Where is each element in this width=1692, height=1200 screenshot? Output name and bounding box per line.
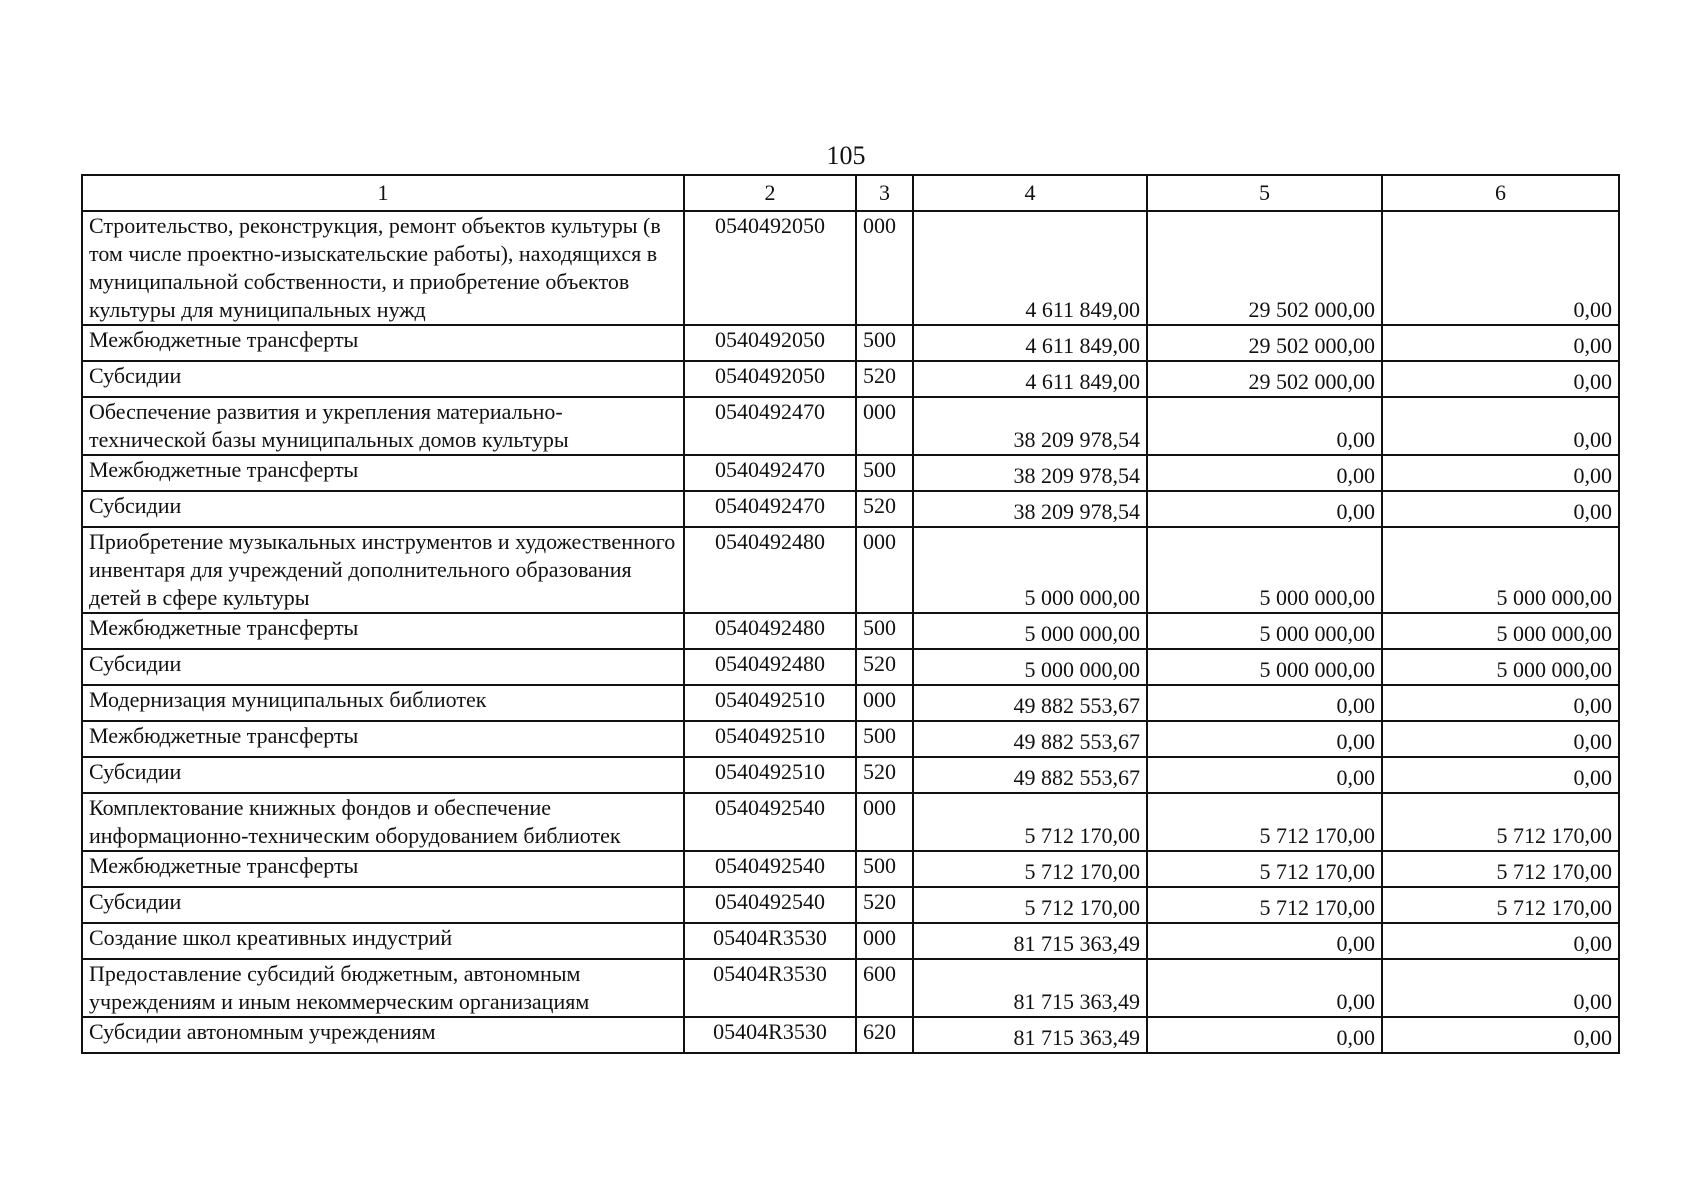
table-row bbox=[82, 887, 1619, 923]
table-row bbox=[82, 211, 1619, 325]
row-value-4: 5 000 000,00 bbox=[913, 613, 1147, 649]
row-type: 520 bbox=[856, 757, 913, 793]
row-value-5: 5 000 000,00 bbox=[1147, 649, 1382, 685]
row-type: 600 bbox=[856, 959, 913, 1017]
row-value-5: 5 712 170,00 bbox=[1147, 793, 1382, 851]
row-value-6: 5 712 170,00 bbox=[1382, 851, 1619, 887]
row-code: 0540492480 bbox=[684, 613, 856, 649]
row-value-4: 5 712 170,00 bbox=[913, 887, 1147, 923]
row-value-5: 0,00 bbox=[1147, 455, 1382, 491]
row-value-6: 0,00 bbox=[1382, 959, 1619, 1017]
row-name: Комплектование книжных фондов и обеспечение информационно-техническим оборудованием библиотек bbox=[82, 793, 684, 851]
row-value-6: 0,00 bbox=[1382, 361, 1619, 397]
row-code: 0540492480 bbox=[684, 649, 856, 685]
row-value-4: 5 712 170,00 bbox=[913, 851, 1147, 887]
row-value-5: 0,00 bbox=[1147, 685, 1382, 721]
row-value-4: 49 882 553,67 bbox=[913, 757, 1147, 793]
table-row bbox=[82, 851, 1619, 887]
row-value-4: 4 611 849,00 bbox=[913, 211, 1147, 325]
table-row bbox=[82, 685, 1619, 721]
row-value-5: 29 502 000,00 bbox=[1147, 325, 1382, 361]
row-value-6: 0,00 bbox=[1382, 491, 1619, 527]
row-type: 620 bbox=[856, 1017, 913, 1053]
row-code: 0540492480 bbox=[684, 527, 856, 613]
row-type: 500 bbox=[856, 325, 913, 361]
row-type: 000 bbox=[856, 685, 913, 721]
header-cell: 2 bbox=[684, 175, 856, 211]
row-code: 0540492540 bbox=[684, 793, 856, 851]
row-value-4: 38 209 978,54 bbox=[913, 397, 1147, 455]
row-value-6: 0,00 bbox=[1382, 1017, 1619, 1053]
row-value-4: 4 611 849,00 bbox=[913, 325, 1147, 361]
table-body bbox=[82, 211, 1619, 1053]
budget-table bbox=[81, 174, 1620, 1054]
row-code: 0540492540 bbox=[684, 851, 856, 887]
table-row bbox=[82, 793, 1619, 851]
row-value-4: 81 715 363,49 bbox=[913, 959, 1147, 1017]
row-value-4: 81 715 363,49 bbox=[913, 923, 1147, 959]
row-code: 05404R3530 bbox=[684, 923, 856, 959]
row-type: 520 bbox=[856, 887, 913, 923]
table-row bbox=[82, 757, 1619, 793]
table-row bbox=[82, 455, 1619, 491]
header-cell: 4 bbox=[913, 175, 1147, 211]
row-value-4: 81 715 363,49 bbox=[913, 1017, 1147, 1053]
table-header bbox=[82, 175, 1619, 211]
table-row bbox=[82, 923, 1619, 959]
row-type: 000 bbox=[856, 793, 913, 851]
row-type: 000 bbox=[856, 923, 913, 959]
row-code: 0540492540 bbox=[684, 887, 856, 923]
row-value-5: 0,00 bbox=[1147, 721, 1382, 757]
header-cell: 6 bbox=[1382, 175, 1619, 211]
row-type: 000 bbox=[856, 211, 913, 325]
table-row bbox=[82, 613, 1619, 649]
row-name: Межбюджетные трансферты bbox=[82, 613, 684, 649]
row-code: 05404R3530 bbox=[684, 1017, 856, 1053]
row-code: 0540492050 bbox=[684, 361, 856, 397]
row-value-5: 29 502 000,00 bbox=[1147, 361, 1382, 397]
table-row bbox=[82, 959, 1619, 1017]
row-code: 0540492510 bbox=[684, 721, 856, 757]
row-name: Субсидии bbox=[82, 361, 684, 397]
row-value-4: 5 000 000,00 bbox=[913, 527, 1147, 613]
row-name: Межбюджетные трансферты bbox=[82, 455, 684, 491]
row-type: 520 bbox=[856, 491, 913, 527]
row-value-5: 5 712 170,00 bbox=[1147, 851, 1382, 887]
row-name: Субсидии bbox=[82, 491, 684, 527]
row-value-6: 0,00 bbox=[1382, 211, 1619, 325]
row-value-5: 0,00 bbox=[1147, 397, 1382, 455]
table-row bbox=[82, 721, 1619, 757]
row-type: 500 bbox=[856, 851, 913, 887]
row-type: 000 bbox=[856, 527, 913, 613]
row-name: Строительство, реконструкция, ремонт объектов культуры (в том числе проектно-изыскательские работы), находящихся в муниципальной собственности, и приобретение объектов культуры для муниципальных нужд bbox=[82, 211, 684, 325]
row-type: 000 bbox=[856, 397, 913, 455]
row-name: Приобретение музыкальных инструментов и художественного инвентаря для учреждений дополнительного образования детей в сфере культуры bbox=[82, 527, 684, 613]
row-name: Межбюджетные трансферты bbox=[82, 851, 684, 887]
row-code: 0540492470 bbox=[684, 455, 856, 491]
row-value-6: 5 712 170,00 bbox=[1382, 887, 1619, 923]
row-value-6: 0,00 bbox=[1382, 721, 1619, 757]
row-name: Модернизация муниципальных библиотек bbox=[82, 685, 684, 721]
row-name: Субсидии автономным учреждениям bbox=[82, 1017, 684, 1053]
row-type: 500 bbox=[856, 613, 913, 649]
table-row bbox=[82, 1017, 1619, 1053]
row-code: 0540492050 bbox=[684, 325, 856, 361]
row-value-5: 5 000 000,00 bbox=[1147, 613, 1382, 649]
row-value-6: 0,00 bbox=[1382, 923, 1619, 959]
row-name: Субсидии bbox=[82, 887, 684, 923]
row-value-6: 0,00 bbox=[1382, 455, 1619, 491]
table-row bbox=[82, 325, 1619, 361]
row-code: 05404R3530 bbox=[684, 959, 856, 1017]
row-value-5: 0,00 bbox=[1147, 491, 1382, 527]
header-cell: 5 bbox=[1147, 175, 1382, 211]
row-value-6: 0,00 bbox=[1382, 757, 1619, 793]
row-value-4: 5 000 000,00 bbox=[913, 649, 1147, 685]
row-value-5: 29 502 000,00 bbox=[1147, 211, 1382, 325]
table-row bbox=[82, 361, 1619, 397]
row-code: 0540492470 bbox=[684, 491, 856, 527]
row-value-6: 5 000 000,00 bbox=[1382, 613, 1619, 649]
row-name: Межбюджетные трансферты bbox=[82, 325, 684, 361]
row-name: Предоставление субсидий бюджетным, автономным учреждениям и иным некоммерческим организациям bbox=[82, 959, 684, 1017]
row-value-4: 38 209 978,54 bbox=[913, 455, 1147, 491]
row-value-6: 5 000 000,00 bbox=[1382, 527, 1619, 613]
header-cell: 1 bbox=[82, 175, 684, 211]
row-type: 500 bbox=[856, 455, 913, 491]
row-value-5: 0,00 bbox=[1147, 959, 1382, 1017]
row-value-4: 49 882 553,67 bbox=[913, 721, 1147, 757]
row-value-5: 0,00 bbox=[1147, 923, 1382, 959]
row-value-5: 0,00 bbox=[1147, 757, 1382, 793]
row-value-6: 5 000 000,00 bbox=[1382, 649, 1619, 685]
row-name: Межбюджетные трансферты bbox=[82, 721, 684, 757]
row-value-6: 0,00 bbox=[1382, 685, 1619, 721]
row-value-5: 0,00 bbox=[1147, 1017, 1382, 1053]
row-value-4: 38 209 978,54 bbox=[913, 491, 1147, 527]
header-row bbox=[82, 175, 1619, 211]
row-value-6: 5 712 170,00 bbox=[1382, 793, 1619, 851]
row-type: 500 bbox=[856, 721, 913, 757]
row-code: 0540492510 bbox=[684, 685, 856, 721]
table-row bbox=[82, 649, 1619, 685]
row-code: 0540492510 bbox=[684, 757, 856, 793]
row-type: 520 bbox=[856, 649, 913, 685]
table-row bbox=[82, 527, 1619, 613]
row-name: Субсидии bbox=[82, 757, 684, 793]
row-value-4: 4 611 849,00 bbox=[913, 361, 1147, 397]
row-name: Обеспечение развития и укрепления материально-технической базы муниципальных домов культуры bbox=[82, 397, 684, 455]
table-row bbox=[82, 491, 1619, 527]
row-value-5: 5 000 000,00 bbox=[1147, 527, 1382, 613]
row-name: Субсидии bbox=[82, 649, 684, 685]
row-value-6: 0,00 bbox=[1382, 325, 1619, 361]
row-value-5: 5 712 170,00 bbox=[1147, 887, 1382, 923]
row-code: 0540492470 bbox=[684, 397, 856, 455]
row-value-6: 0,00 bbox=[1382, 397, 1619, 455]
row-value-4: 5 712 170,00 bbox=[913, 793, 1147, 851]
row-name: Создание школ креативных индустрий bbox=[82, 923, 684, 959]
row-value-4: 49 882 553,67 bbox=[913, 685, 1147, 721]
table-row bbox=[82, 397, 1619, 455]
row-code: 0540492050 bbox=[684, 211, 856, 325]
header-cell: 3 bbox=[856, 175, 913, 211]
page-number: 105 bbox=[826, 141, 866, 170]
row-type: 520 bbox=[856, 361, 913, 397]
